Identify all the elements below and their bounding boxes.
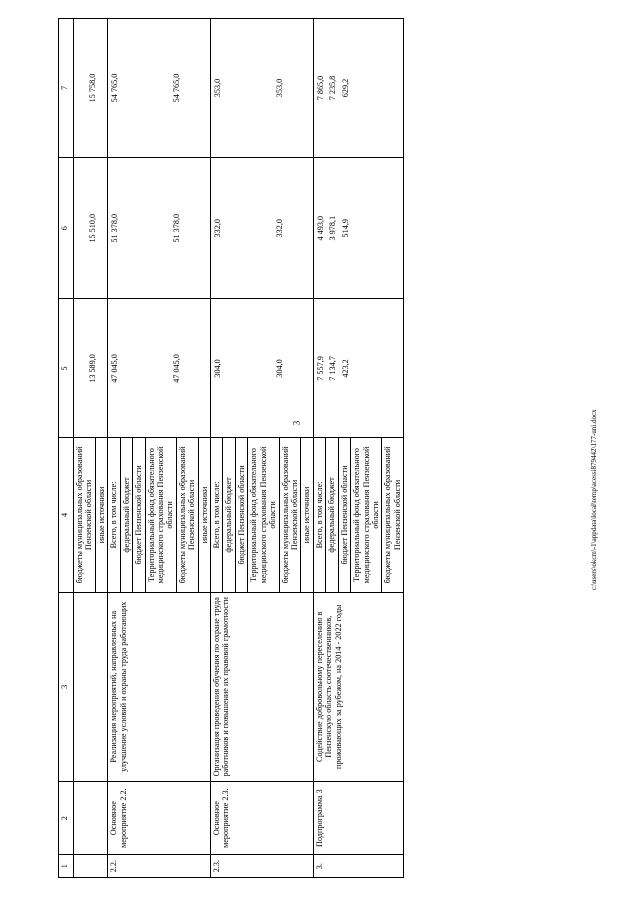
amount-value: [74, 158, 86, 298]
amount-column: [108, 19, 211, 158]
amount-value: [146, 158, 158, 298]
source-item: иные источники: [95, 438, 107, 591]
amount-value: 13 589,0: [88, 354, 98, 383]
amount-value: 54 765,0: [110, 73, 120, 103]
header-row: [59, 19, 74, 878]
source-item: бюджет Пензенской области: [132, 438, 144, 591]
header-cell: 7: [59, 19, 74, 158]
source-item: Всего, в том числе:: [314, 481, 324, 549]
row-number: 3.: [313, 855, 403, 878]
source-item: Территориальный фонд обязательного медицинского страхования Пензенской области: [350, 438, 381, 591]
amount-value: [133, 299, 145, 437]
row-name: Организация проведения обучения по охране труда работников и повышение их правовой грамотности: [211, 592, 314, 781]
amount-value: 47 045,0: [110, 354, 120, 383]
amount-column: [211, 157, 314, 298]
amount-value: [146, 299, 158, 437]
amount-value: 514,9: [340, 219, 350, 238]
source-item: Территориальный фонд обязательного медицинского страхования Пензенской области: [145, 438, 176, 591]
amount-value: [121, 19, 133, 157]
source-item: Всего, в том числе:: [109, 481, 119, 549]
amount-value: [261, 19, 273, 157]
rotated-table-wrapper: [58, 18, 640, 878]
amount-value: 3 978,1: [328, 215, 338, 241]
amount-value: [351, 299, 363, 437]
amount-column: [74, 299, 108, 438]
header-cell: 3: [59, 592, 74, 781]
source-item: бюджеты муниципальных образований Пензенской области: [381, 438, 403, 591]
amount-value: [223, 19, 235, 157]
footer-path: c:\users\okcm\-1\appdata\local\temp\acessi879442\177-uni.docx: [590, 409, 598, 590]
header-cell: 5: [59, 299, 74, 438]
amount-value: [261, 158, 273, 298]
header-cell: 4: [59, 438, 74, 592]
row-name: Содействие добровольному переселению в Пензенскую область соотечественников, проживающих за рубежом, на 2014 - 2022 годы: [313, 592, 403, 781]
amount-value: 47 045,0: [172, 354, 182, 383]
amount-value: [248, 19, 260, 157]
amount-value: [133, 158, 145, 298]
source-item: бюджет Пензенской области: [235, 438, 247, 591]
amount-value: 332,0: [275, 219, 285, 238]
row-type: Подпрограмма 3: [313, 782, 403, 855]
source-item: бюджеты муниципальных образований Пензенской области: [279, 438, 301, 591]
amount-value: [364, 158, 376, 298]
row-name: Реализация мероприятий, направленных на улучшение условий и охраны труда работающих: [108, 592, 211, 781]
source-item: федеральный бюджет: [325, 438, 337, 591]
table-row: [108, 19, 211, 878]
amount-value: 353,0: [213, 78, 223, 98]
source-item: федеральный бюджет: [222, 438, 234, 591]
source-item: Территориальный фонд обязательного медицинского страхования Пензенской области: [247, 438, 278, 591]
amount-column: [211, 299, 314, 438]
amount-value: [351, 19, 363, 157]
amount-value: [248, 158, 260, 298]
source-item: бюджет Пензенской области: [338, 438, 350, 591]
amount-value: [223, 158, 235, 298]
amount-value: [158, 299, 170, 437]
row-number: 2.3.: [211, 855, 314, 878]
source-item: бюджеты муниципальных образований Пензенской области: [75, 446, 94, 584]
source-item: иные источники: [198, 438, 210, 591]
amount-value: 7 557,9: [315, 356, 325, 381]
amount-value: [133, 19, 145, 157]
row-name: [74, 592, 108, 781]
amount-value: 7 134,7: [328, 356, 338, 381]
amount-column: [211, 19, 314, 158]
table-row: [74, 19, 108, 878]
amount-value: 629,2: [340, 78, 350, 98]
amount-value: 423,2: [340, 359, 350, 378]
amount-value: [236, 299, 248, 437]
amount-value: 332,0: [213, 219, 223, 238]
amount-value: 54 765,0: [172, 73, 182, 103]
header-cell: 6: [59, 157, 74, 298]
amount-value: 304,0: [275, 359, 285, 378]
amount-value: 353,0: [275, 78, 285, 98]
amount-value: [236, 19, 248, 157]
row-number: [74, 855, 108, 878]
source-list: [74, 438, 108, 592]
row-type: [74, 782, 108, 855]
source-item: Всего, в том числе:: [212, 481, 222, 549]
source-item: бюджеты муниципальных образований Пензенской области: [176, 438, 198, 591]
source-item: иные источники: [300, 438, 312, 591]
amount-value: [121, 158, 133, 298]
header-cell: 1: [59, 855, 74, 878]
amount-value: 4 493,0: [315, 215, 325, 241]
amount-value: [146, 19, 158, 157]
row-type: Основное мероприятие 2.3.: [211, 782, 314, 855]
amount-value: [74, 19, 86, 157]
amount-value: 7 865,0: [315, 75, 325, 101]
amount-value: [261, 299, 273, 437]
amount-column: [108, 299, 211, 438]
amount-value: [364, 19, 376, 157]
amount-column: [313, 19, 403, 158]
amount-value: 7 235,8: [328, 75, 338, 101]
amount-column: [313, 299, 403, 438]
table-row: [211, 19, 314, 878]
budget-table: [58, 18, 404, 878]
source-list: [211, 438, 314, 592]
amount-value: [121, 299, 133, 437]
source-item: федеральный бюджет: [120, 438, 132, 591]
amount-value: [364, 299, 376, 437]
row-type: Основное мероприятие 2.2.: [108, 782, 211, 855]
amount-value: [158, 19, 170, 157]
source-list: [108, 438, 211, 592]
amount-value: 15 510,0: [88, 213, 98, 243]
amount-column: [313, 157, 403, 298]
amount-value: 15 758,0: [88, 73, 98, 103]
row-number: 2.2.: [108, 855, 211, 878]
amount-column: [74, 19, 108, 158]
amount-value: 51 378,0: [172, 213, 182, 243]
amount-column: [108, 157, 211, 298]
source-list: [313, 438, 403, 592]
amount-value: 304,0: [213, 359, 223, 378]
amount-value: [236, 158, 248, 298]
amount-column: [74, 157, 108, 298]
amount-value: [223, 299, 235, 437]
amount-value: [74, 299, 86, 437]
page-number: 3: [291, 420, 302, 426]
amount-value: [351, 158, 363, 298]
amount-value: [248, 299, 260, 437]
header-cell: 2: [59, 782, 74, 855]
amount-value: 51 378,0: [110, 213, 120, 243]
table-row: [313, 19, 403, 878]
amount-value: [158, 158, 170, 298]
